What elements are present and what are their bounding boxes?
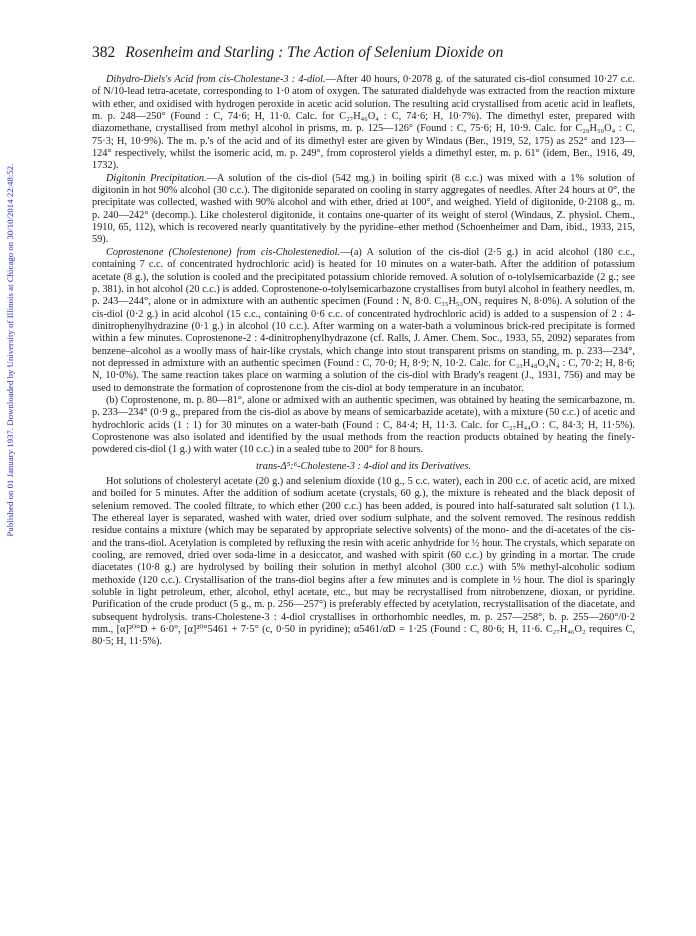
paragraph-trans-diol-preparation xyxy=(92,476,635,649)
paragraph-lead: Digitonin Precipitation. xyxy=(106,172,207,184)
section-subheading xyxy=(92,461,635,473)
running-title: Rosenheim and Starling : The Action of Selenium Dioxide on xyxy=(125,44,504,61)
running-header xyxy=(92,44,635,62)
paragraph-digitonin xyxy=(92,173,635,247)
paragraph-text: —After 40 hours, 0·2078 g. of the saturated cis-diol consumed 10·27 c.c. of N/10-lead tetra-acetate, corresponding to 1·0 atom of oxygen. The saturated dialdehyde was extracted from the reaction mixture with ether, and oxidised with hydrogen peroxide in acetic acid solution. The resulting acid crystallised from acetic acid in leaflets, m. p. 248—250° (Found : C, 74·6; H, 11·0. Calc. for C₂₇H₄₆O₄ : C, 74·6; H, 10·7%). The dimethyl ester, prepared with diazomethane, crystallised from methyl alcohol in prisms, m. p. 125—126° (Found : C, 75·6; H, 10·9. Calc. for C₂₉H₅₀O₄ : C, 75·3; H, 10·9%). The m. p.'s of the acid and of its dimethyl ester are given by Windaus (Ber., 1919, 52, 175) as 252° and 123—124° respectively, whilst the isomeric acid, m. p. 249°, from coprosterol yields a dimethyl ester, m. p. 61° (idem, Ber., 1916, 49, 1732). xyxy=(92,74,635,172)
provenance-text: Published on 01 January 1937. Downloaded by University of Illinois at Chicago on 30/10/2014 22:48:52. xyxy=(5,163,15,537)
paragraph-coprostenone-b xyxy=(92,395,635,457)
paragraph-text: Hot solutions of cholesteryl acetate (20 g.) and selenium dioxide (10 g., 5 c.c. water), each in 200 c.c. of acetic acid, are mixed and boiled for 5 minutes. After the addition of sodium acetate (crystals, 60 g.), the mixture is reheated and the black deposit of selenium removed. The cooled filtrate, to which ether (200 c.c.) has been added, is poured into half-saturated salt solution (1 l.). The ethereal layer is separated, washed with water, dried over sodium sulphate, and the solvent removed. The resinous reddish residue contains a mixture (which may be separated by appropriate selective solvents) of the mono- and the di-acetates of the cis- and the trans-diol. Acetylation is completed by refluxing the resin with acetic anhydride for ½ hour. The crystals, which separate on cooling, are removed, dried over soda-lime in a desiccator, and washed with spirit (60 c.c.) by grinding in a mortar. The crude diacetates (10·8 g.) are hydrolysed by boiling their solution in methyl alcohol (300 c.c.) with 5% methyl-alcoholic sodium methoxide (120 c.c.). Crystallisation of the trans-diol begins after a few minutes and is complete in ½ hour. The diol is sparingly soluble in light petroleum, ether, alcohol, ethyl acetate, etc., but may be recrystallised from nitrobenzene, dioxan, or pyridine. Purification of the crude product (5 g., m. p. 256—257°) is preferably effected by acetylation, recrystallisation of the diacetate, and subsequent hydrolysis. trans-Cholestene-3 : 4-diol crystallises in orthorhombic needles, m. p. 257—258°, b. p. 255—260°/0·2 mm., [α]²⁰°D + 6·0°, [α]²⁰°5461 + 7·5° (c, 0·50 in pyridine); α5461/αD = 1·25 (Found : C, 80·6; H, 11·6. C₂₇H₄₆O₂ requires C, 80·5; H, 11·5%). xyxy=(92,476,635,648)
paragraph-text: —(a) A solution of the cis-diol (2·5 g.) in acid alcohol (180 c.c., containing 7 c.c. of concentrated hydrochloric acid) is heated for 10 minutes on a water-bath. After the addition of potassium acetate (8 g.), the solution is cooled and the precipitated potassium chloride removed. A solution of o-tolylsemicarbazide (2 g.; see p. 381). in hot alcohol (20 c.c.) is added. Coprostenone-o-tolylsemicarbazone crystallises from butyl alcohol in feathery needles, m. p. 243—244°, alone or in admixture with an authentic specimen (Found : N, 8·0. C₃₅H₅₃ON₃ requires N, 8·0%). A solution of the cis-diol (0·2 g.) in acid alcohol (15 c.c., containing 0·6 c.c. of concentrated hydrochloric acid) is added to a suspension of 2 : 4-dinitrophenylhydrazine (0·1 g.) in alcohol (10 c.c.). After warming on a water-bath a voluminous brick-red precipitate is formed within a few minutes. Coprostenone-2 : 4-dinitrophenylhydrazone (cf. Ralls, J. Amer. Chem. Soc., 1933, 55, 2092) separates from benzene–alcohol as a woolly mass of hair-like crystals, which change into stout transparent prisms on standing, m. p. 233—234°, not depressed in admixture with an authentic specimen (Found : C, 70·0; H, 8·9; N, 10·2. Calc. for C₃₃H₄₈O₄N₄ : C, 70·2; H, 8·6; N, 10·0%). The same reaction takes place on warming a solution of the cis-diol with Brady's reagent (J., 1931, 756) and may be used to demonstrate the formation of coprostenone from the cis-diol at body temperature in an incubator. xyxy=(92,246,636,394)
page-number: 382 xyxy=(92,44,116,61)
paragraph-dihydro-diels-acid xyxy=(92,74,635,173)
paragraph-lead: Dihydro-Diels's Acid from cis-Cholestane-3 : 4-diol. xyxy=(106,74,326,85)
paragraph-text: —A solution of the cis-diol (542 mg.) in boiling spirit (8 c.c.) was mixed with a 1% solution of digitonin in hot 90% alcohol (30 c.c.). The digitonide separated on cooling in starry aggregates of needles. After 24 hours at 0°, the precipitate was collected, washed with 90% alcohol and with ether, dried at 100°, and weighed. Yield of digitonide, 0·2108 g., m. p. 240—242° (decomp.). Like cholesterol digitonide, it contains one-quarter of its weight of sterol (Windaus, Z. physiol. Chem., 1910, 65, 112), which is recovered nearly quantitatively by the pyridine–ether method (Schoenheimer and Dam, ibid., 1933, 215, 59). xyxy=(92,172,635,246)
article-page xyxy=(92,44,635,649)
subheading-text: trans-Δ⁵:⁶-Cholestene-3 : 4-diol and its Derivatives. xyxy=(255,460,472,472)
article-body xyxy=(92,74,635,649)
download-provenance-sidebar xyxy=(4,90,16,610)
paragraph-coprostenone-a xyxy=(92,247,635,395)
paragraph-text: (b) Coprostenone, m. p. 80—81°, alone or admixed with an authentic specimen, was obtained by heating the semicarbazone, m. p. 233—234° (0·9 g., prepared from the cis-diol as above by means of semicarbazide acetate), with a mixture (50 c.c.) of acetic and hydrochloric acids (1 : 1) for 30 minutes on a water-bath (Found : C, 84·4; H, 11·3. Calc. for C₂₇H₄₄O : C, 84·3; H, 11·5%). Coprostenone was also isolated and identified by the usual methods from the reaction products obtained by heating the finely-powdered cis-diol (1 g.) with water (10 c.c.) in a sealed tube to 200° for 8 hours. xyxy=(92,394,635,456)
paragraph-lead: Coprostenone (Cholestenone) from cis-Cholestenediol. xyxy=(106,246,341,258)
